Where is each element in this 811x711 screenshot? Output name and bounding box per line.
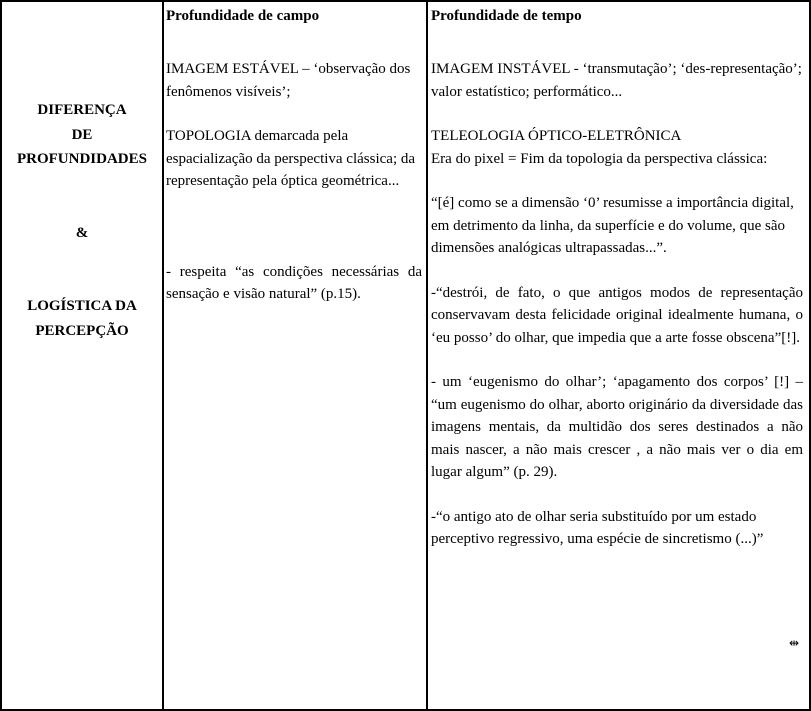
row-label-line: DE: [71, 126, 93, 143]
column-divider-2: [426, 0, 428, 711]
header-profundidade-de-campo: Profundidade de campo: [166, 8, 320, 24]
campo-paragraph: - respeita “as condições necessárias da sensação e visão natural” (p.15).: [166, 263, 422, 302]
tempo-quote: “[é] como se a dimensão ‘0’ resumisse a importância digital, em detrimento da linha, da superfície e do volume, que são dimensões analógicas ultrapassadas...”.: [431, 195, 794, 256]
tempo-paragraph: IMAGEM INSTÁVEL - ‘transmutação’; ‘des-representação’; valor estatístico; performático...: [431, 61, 802, 100]
tempo-cell: [431, 58, 803, 551]
table-top-border: [0, 0, 811, 2]
tempo-paragraph-title: TELEOLOGIA ÓPTICO-ELETRÔNICA: [431, 128, 682, 144]
row-label-line: DIFERENÇA: [37, 102, 127, 118]
column-divider-1: [162, 0, 164, 711]
row-label-line: PROFUNDIDADES: [16, 151, 147, 167]
column-resize-cursor-icon[interactable]: ⇹: [789, 636, 800, 650]
row-label-line: LOGÍSTICA DA: [27, 298, 137, 314]
row-label-line: &: [75, 224, 89, 241]
campo-paragraph: TOPOLOGIA demarcada pela espacialização da perspectiva clássica; da representação pela óptica geométrica...: [166, 128, 416, 189]
row-label-line: PERCEPÇÃO: [35, 322, 129, 339]
campo-paragraph: IMAGEM ESTÁVEL – ‘observação dos fenômenos visíveis’;: [166, 61, 411, 100]
tempo-quote: -“o antigo ato de olhar seria substituído por um estado perceptivo regressivo, uma espécie de sincretismo (...)”: [431, 508, 764, 547]
tempo-quote: - um ‘eugenismo do olhar’; ‘apagamento dos corpos’ [!] – “um eugenismo do olhar, aborto originário da diversidade das imagens mentais, da multidão dos seres destinados a não mais nascer, a não mais crescer , a não mais ver o dia em lugar algum” (p. 29).: [431, 374, 803, 480]
header-profundidade-de-tempo: Profundidade de tempo: [431, 8, 582, 24]
campo-cell: [166, 58, 422, 328]
tempo-quote: -“destrói, de fato, o que antigos modos de representação conservavam desta felicidade original idealmente humana, o ‘eu posso’ do olhar, que impedia que a arte fosse obscena”[!].: [431, 284, 803, 346]
tempo-paragraph: Era do pixel = Fim da topologia da perspectiva clássica:: [431, 150, 768, 167]
row-label-cell: [2, 98, 162, 343]
